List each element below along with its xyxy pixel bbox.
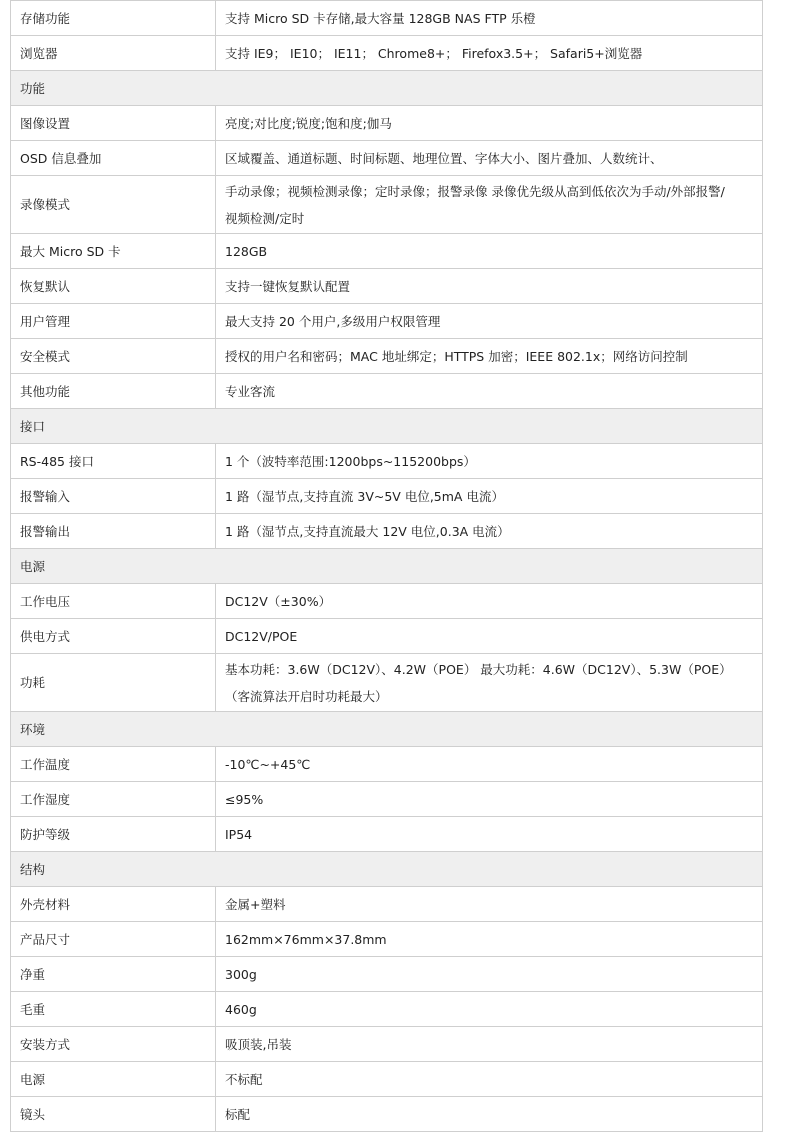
spec-value: 不标配: [225, 1071, 263, 1087]
spec-row: [10, 584, 763, 619]
spec-value: DC12V（±30%）: [225, 593, 332, 609]
section-title: 电源: [20, 558, 46, 574]
spec-label: 毛重: [11, 992, 216, 1026]
spec-label: 安全模式: [11, 339, 216, 373]
spec-value: 亮度;对比度;锐度;饱和度;伽马: [225, 115, 392, 131]
spec-row: [10, 444, 763, 479]
spec-value: ≤95%: [225, 791, 264, 807]
spec-label: 工作湿度: [11, 782, 216, 816]
spec-value: 1 个（波特率范围:1200bps~115200bps）: [225, 453, 476, 469]
spec-label: 图像设置: [11, 106, 216, 140]
spec-label: 录像模式: [11, 176, 216, 233]
spec-row: [10, 1097, 763, 1132]
spec-value: 手动录像；视频检测录像；定时录像；报警录像 录像优先级从高到低依次为手动/外部报警/ 视频检测/定时: [225, 183, 725, 226]
spec-row: [10, 747, 763, 782]
spec-value: 支持 Micro SD 卡存储,最大容量 128GB NAS FTP 乐橙: [225, 10, 536, 26]
section-title: 功能: [20, 80, 46, 96]
spec-label: 镜头: [11, 1097, 216, 1131]
spec-value: -10℃~+45℃: [225, 756, 311, 772]
spec-label: 浏览器: [11, 36, 216, 70]
spec-value: 授权的用户名和密码；MAC 地址绑定；HTTPS 加密；IEEE 802.1x；网络访问控制: [225, 348, 688, 364]
spec-row: [10, 269, 763, 304]
section-header-row: [10, 409, 763, 444]
spec-label: 用户管理: [11, 304, 216, 338]
spec-value: 300g: [225, 966, 257, 982]
spec-label: 产品尺寸: [11, 922, 216, 956]
spec-label: 外壳材料: [11, 887, 216, 921]
spec-row: [10, 36, 763, 71]
section-header-row: [10, 71, 763, 106]
spec-value: 专业客流: [225, 383, 276, 399]
spec-label: 净重: [11, 957, 216, 991]
spec-value: 支持一键恢复默认配置: [225, 278, 351, 294]
spec-row: [10, 817, 763, 852]
section-header-row: [10, 549, 763, 584]
spec-row: [10, 106, 763, 141]
spec-row: [10, 0, 763, 36]
spec-row: [10, 957, 763, 992]
section-header-row: [10, 712, 763, 747]
spec-row: [10, 479, 763, 514]
section-title: 接口: [20, 418, 46, 434]
spec-row: [10, 887, 763, 922]
spec-label: OSD 信息叠加: [11, 141, 216, 175]
spec-label: 报警输出: [11, 514, 216, 548]
spec-row: [10, 1027, 763, 1062]
spec-value: 支持 IE9； IE10； IE11； Chrome8+； Firefox3.5+； Safari5+浏览器: [225, 45, 643, 61]
spec-row: [10, 922, 763, 957]
spec-value: DC12V/POE: [225, 628, 298, 644]
section-header-row: [10, 852, 763, 887]
spec-row: [10, 304, 763, 339]
spec-value: 1 路（湿节点,支持直流最大 12V 电位,0.3A 电流）: [225, 523, 510, 539]
spec-label: 工作温度: [11, 747, 216, 781]
section-title: 结构: [20, 861, 46, 877]
section-title: 环境: [20, 721, 46, 737]
spec-row: [10, 234, 763, 269]
spec-row: [10, 1062, 763, 1097]
spec-value: 最大支持 20 个用户,多级用户权限管理: [225, 313, 441, 329]
spec-row: [10, 141, 763, 176]
spec-label: 功耗: [11, 654, 216, 711]
spec-label: 安装方式: [11, 1027, 216, 1061]
spec-value: 标配: [225, 1106, 251, 1122]
spec-label: 防护等级: [11, 817, 216, 851]
spec-row: [10, 654, 763, 712]
spec-label: 电源: [11, 1062, 216, 1096]
spec-value: 162mm×76mm×37.8mm: [225, 931, 387, 947]
spec-row: [10, 514, 763, 549]
spec-label: 存储功能: [11, 1, 216, 35]
spec-value: 460g: [225, 1001, 257, 1017]
spec-value: 1 路（湿节点,支持直流 3V~5V 电位,5mA 电流）: [225, 488, 504, 504]
spec-value: 基本功耗：3.6W（DC12V）、4.2W（POE） 最大功耗：4.6W（DC12V）、5.3W（POE） （客流算法开启时功耗最大）: [225, 661, 732, 704]
spec-table: [10, 0, 763, 1132]
spec-label: 恢复默认: [11, 269, 216, 303]
spec-value: 金属+塑料: [225, 896, 286, 912]
spec-row: [10, 619, 763, 654]
spec-row: [10, 339, 763, 374]
spec-label: 供电方式: [11, 619, 216, 653]
spec-label: 报警输入: [11, 479, 216, 513]
spec-label: RS-485 接口: [11, 444, 216, 478]
spec-label: 其他功能: [11, 374, 216, 408]
spec-row: [10, 992, 763, 1027]
spec-row: [10, 176, 763, 234]
spec-value: 128GB: [225, 243, 268, 259]
spec-row: [10, 782, 763, 817]
spec-value: 吸顶装,吊装: [225, 1036, 292, 1052]
spec-value: 区域覆盖、通道标题、时间标题、地理位置、字体大小、图片叠加、人数统计、: [225, 150, 663, 166]
spec-row: [10, 374, 763, 409]
spec-label: 最大 Micro SD 卡: [11, 234, 216, 268]
spec-label: 工作电压: [11, 584, 216, 618]
spec-value: IP54: [225, 826, 253, 842]
